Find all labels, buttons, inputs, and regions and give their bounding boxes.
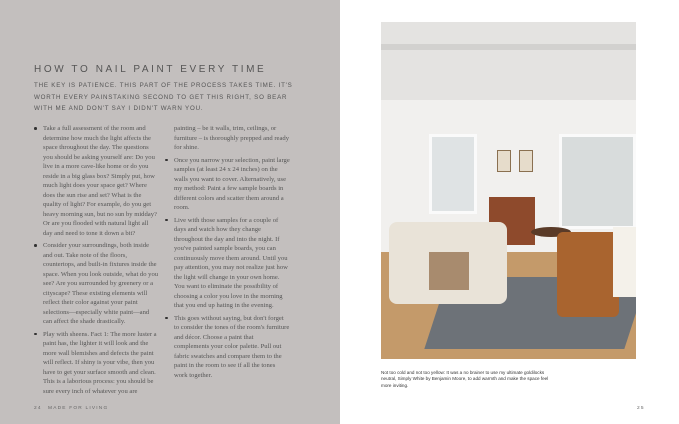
bullet-icon (34, 333, 37, 336)
page-number: 24 (34, 406, 42, 411)
list-item-continuation (165, 124, 290, 153)
wall-art (519, 150, 533, 172)
list-item (34, 124, 159, 238)
section-title: HOW TO NAIL PAINT EVERY TIME (34, 64, 267, 75)
page-number: 25 (637, 406, 645, 411)
ceiling-beam (381, 44, 636, 50)
list-item (165, 216, 290, 311)
bullet-column-2 (165, 124, 290, 383)
throw (613, 227, 636, 297)
living-room-photo (381, 22, 636, 359)
right-page (340, 0, 679, 424)
bullet-icon (34, 127, 37, 130)
list-item-text: Take a full assessment of the room and determine how much the light affects the space throughout the day. The questions you should be asking yourself are: Do you live in a more cave-like home or do you reside in a big glass box? Simply put, how much light does your space get? Where does the sun rise and set? What is the quality of light? For example, do you get heavy morning sun, but no sun by midday? Or are you flooded with natural light all day and need to tone it down a bit? (43, 125, 157, 237)
bullet-icon (165, 159, 168, 162)
window (429, 134, 477, 214)
list-item (34, 330, 159, 397)
wall-art (497, 150, 511, 172)
list-item-text: Consider your surroundings, both inside and out. Take note of the floors, countertops, and built-in fixtures inside the space. When you look outside, what do you see? Are you surrounded by greenery or a cityscape? These existing elements will reflect their color against your paint selections—especially white paint—and can affect the shade drastically. (43, 242, 159, 325)
list-item (34, 241, 159, 327)
throw-blanket (429, 252, 469, 290)
list-item-text: Play with sheens. Fact 1: The more luster a paint has, the lighter it will look and the more wall blemishes and defects the paint will reflect. If shiny is your vibe, then you have to get your surface smooth and clean. This is a laborious process: you should be sure every inch of whatever you are (43, 330, 157, 395)
french-doors (559, 134, 636, 229)
list-item-text: This goes without saying, but don't forget to consider the tones of the room's furniture and décor. Choose a paint that complements your color palette. Pull out fabric swatches and compare them to the paint in the room to see if all the tones work together. (174, 314, 290, 379)
list-item (165, 314, 290, 381)
bullet-icon (165, 219, 168, 222)
list-item-text: Live with those samples for a couple of days and watch how they change throughout the day and into the night. If you've painted sample boards, you can continuously move them around. Until you pay attention, you may not realize just how the light will change in your own home. You want to eliminate the possibility of choosing a color you love in the morning that you end up hating in the evening. (174, 216, 288, 309)
list-item (165, 156, 290, 213)
list-item-text: Once you narrow your selection, paint large samples (at least 24 x 24 inches) on the walls you want to cover. Alternatively, use my method: Paint a few sample boards in different colors and scatter them around a room. (174, 156, 290, 211)
intro-text: THE KEY IS PATIENCE. THIS PART OF THE PROCESS TAKES TIME. IT'S WORTH EVERY PAINSTAKING SECOND TO GET THIS RIGHT, SO BEAR WITH ME AND DON'T SAY I DIDN'T WARN YOU. (34, 82, 293, 112)
list-item-text: painting – be it walls, trim, ceilings, or furniture – is thoroughly prepped and ready for shine. (174, 125, 289, 151)
leather-chair (557, 232, 619, 317)
photo-caption: Not too cold and not too yellow: It was a no brainer to use my ultimate goldilocks neutral, Simply White by Benjamin Moore, to add warmth and make the space feel more inviting. (381, 370, 549, 388)
bullet-icon (165, 317, 168, 320)
ceiling (381, 22, 636, 100)
bullet-column-1 (34, 124, 159, 399)
bullet-icon (34, 244, 37, 247)
running-footer: MADE FOR LIVING (48, 406, 109, 411)
